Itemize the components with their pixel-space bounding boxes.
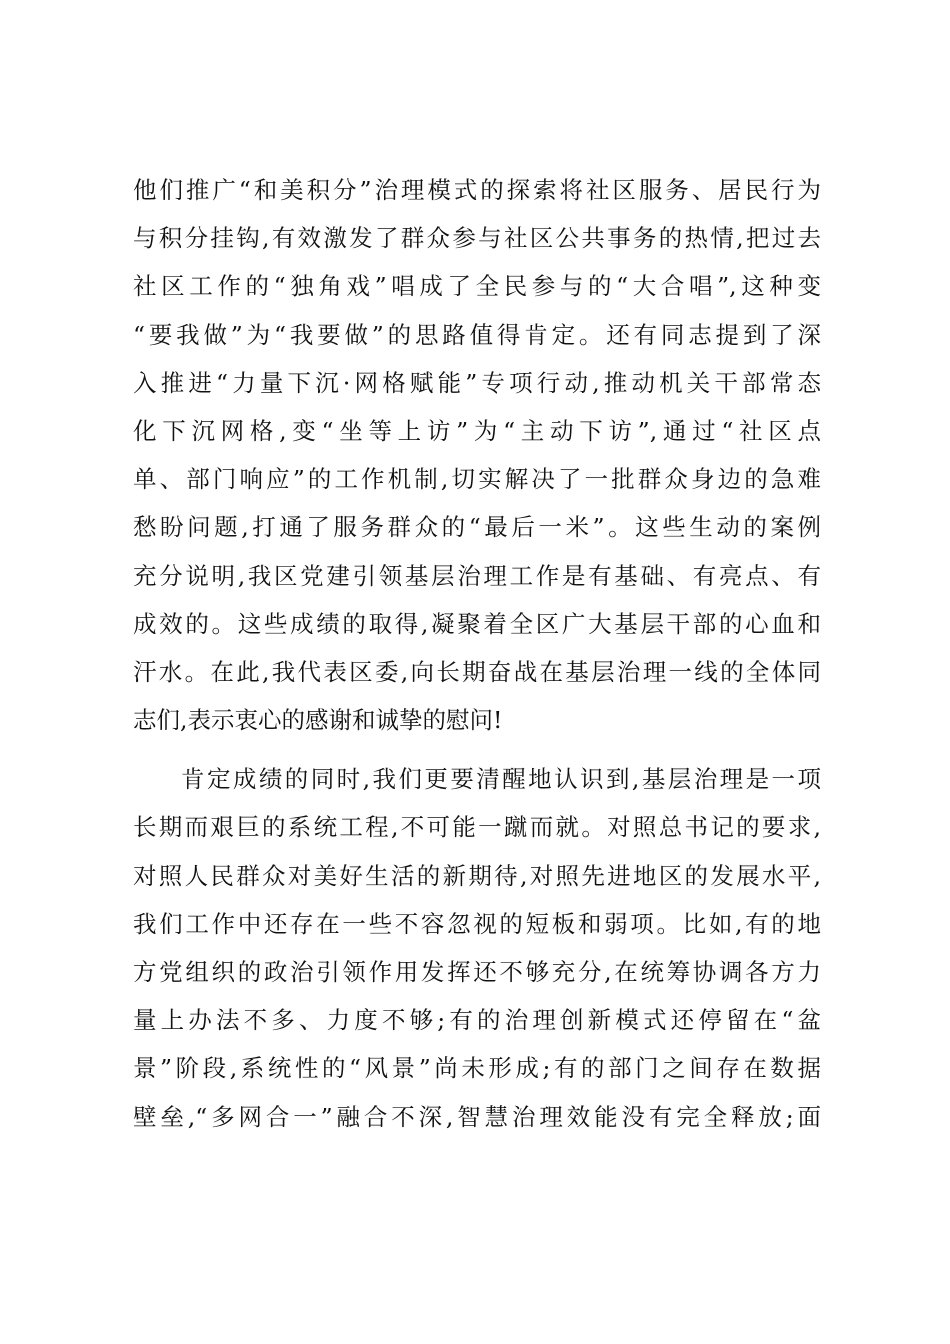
text-line: 充分说明,我区党建引领基层治理工作是有基础、有亮点、有 — [133, 561, 821, 590]
text-line: 愁盼问题,打通了服务群众的“最后一米”。这些生动的案例 — [133, 513, 821, 542]
text-line: 壁垒,“多网合一”融合不深,智慧治理效能没有完全释放;面 — [133, 1102, 821, 1131]
text-line: 汗水。在此,我代表区委,向长期奋战在基层治理一线的全体同 — [133, 657, 821, 686]
text-line: 肯定成绩的同时,我们更要清醒地认识到,基层治理是一项 — [181, 765, 821, 794]
text-line: 入推进“力量下沉·网格赋能”专项行动,推动机关干部常态 — [133, 368, 821, 397]
text-line: 社区工作的“独角戏”唱成了全民参与的“大合唱”,这种变 — [133, 272, 821, 301]
text-line: 与积分挂钩,有效激发了群众参与社区公共事务的热情,把过去 — [133, 224, 821, 253]
text-line: 成效的。这些成绩的取得,凝聚着全区广大基层干部的心血和 — [133, 609, 821, 638]
text-line: 对照人民群众对美好生活的新期待,对照先进地区的发展水平, — [133, 861, 821, 890]
paragraph — [133, 755, 821, 1141]
text-line: 志们,表示衷心的感谢和诚挚的慰问! — [133, 706, 503, 735]
document-page — [133, 166, 821, 1141]
text-line: “要我做”为“我要做”的思路值得肯定。还有同志提到了深 — [133, 320, 821, 349]
text-line: 他们推广“和美积分”治理模式的探索将社区服务、居民行为 — [133, 176, 821, 204]
text-line: 化下沉网格,变“坐等上访”为“主动下访”,通过“社区点 — [133, 416, 821, 445]
text-line: 景”阶段,系统性的“风景”尚未形成;有的部门之间存在数据 — [133, 1054, 821, 1083]
text-line: 方党组织的政治引领作用发挥还不够充分,在统筹协调各方力 — [133, 958, 821, 986]
text-line: 单、部门响应”的工作机制,切实解决了一批群众身边的急难 — [133, 465, 821, 494]
paragraph — [133, 166, 821, 744]
text-line: 长期而艰巨的系统工程,不可能一蹴而就。对照总书记的要求, — [133, 813, 821, 842]
text-line: 我们工作中还存在一些不容忽视的短板和弱项。比如,有的地 — [133, 909, 821, 938]
text-line: 量上办法不多、力度不够;有的治理创新模式还停留在“盆 — [133, 1006, 821, 1035]
